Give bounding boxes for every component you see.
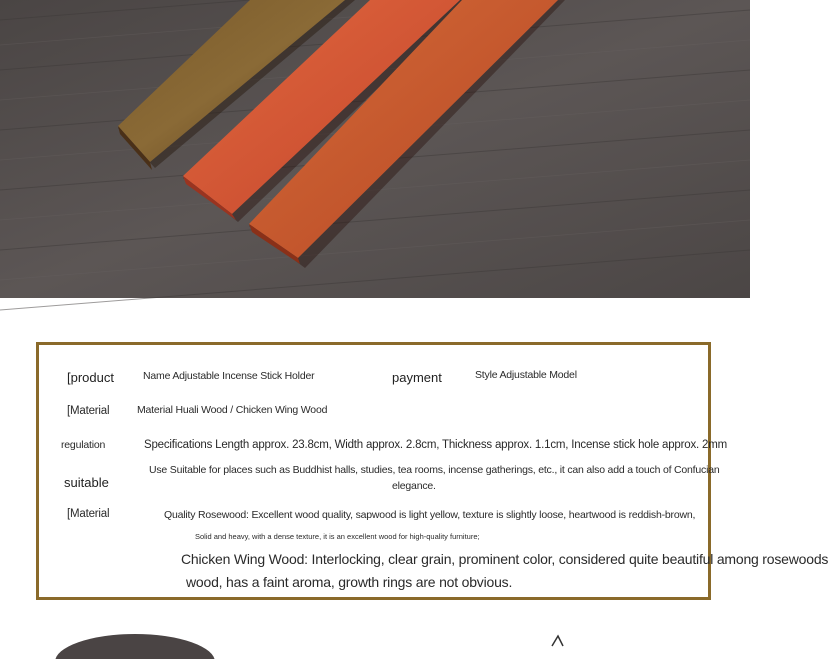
specification-panel <box>36 342 828 600</box>
suitable-label: suitable <box>64 475 109 490</box>
quality-line-1: Quality Rosewood: Excellent wood quality, sapwood is light yellow, texture is slightly loose, heartwood is reddish-brown, <box>164 509 696 521</box>
material-value: Material Huali Wood / Chicken Wing Wood <box>137 404 328 416</box>
material-label-1: [Material <box>67 405 110 417</box>
product-label: [product <box>67 370 114 385</box>
use-line-1: Use Suitable for places such as Buddhist halls, studies, tea rooms, incense gatherings, etc., it can also add a touch of Confucian <box>149 464 720 476</box>
quality-line-4: wood, has a faint aroma, growth rings are not obvious. <box>186 574 513 590</box>
use-line-2: elegance. <box>392 480 436 492</box>
quality-line-2: Solid and heavy, with a dense texture, it is an excellent wood for high-quality furniture; <box>195 532 480 541</box>
payment-label: payment <box>392 370 442 385</box>
material-label-2: [Material <box>67 508 110 520</box>
quality-line-3: Chicken Wing Wood: Interlocking, clear grain, prominent color, considered quite beautiful among rosewoods <box>181 551 828 567</box>
specifications-value: Specifications Length approx. 23.8cm, Width approx. 2.8cm, Thickness approx. 1.1cm, Incense stick hole approx. 2mm <box>144 439 727 451</box>
product-name: Name Adjustable Incense Stick Holder <box>143 370 315 382</box>
next-section-graphics <box>0 606 750 654</box>
hero-product-photo <box>0 0 750 298</box>
product-style: Style Adjustable Model <box>475 369 577 381</box>
hero-photo-illustration <box>0 0 750 298</box>
regulation-label: regulation <box>61 439 106 451</box>
next-section-preview <box>0 606 750 654</box>
